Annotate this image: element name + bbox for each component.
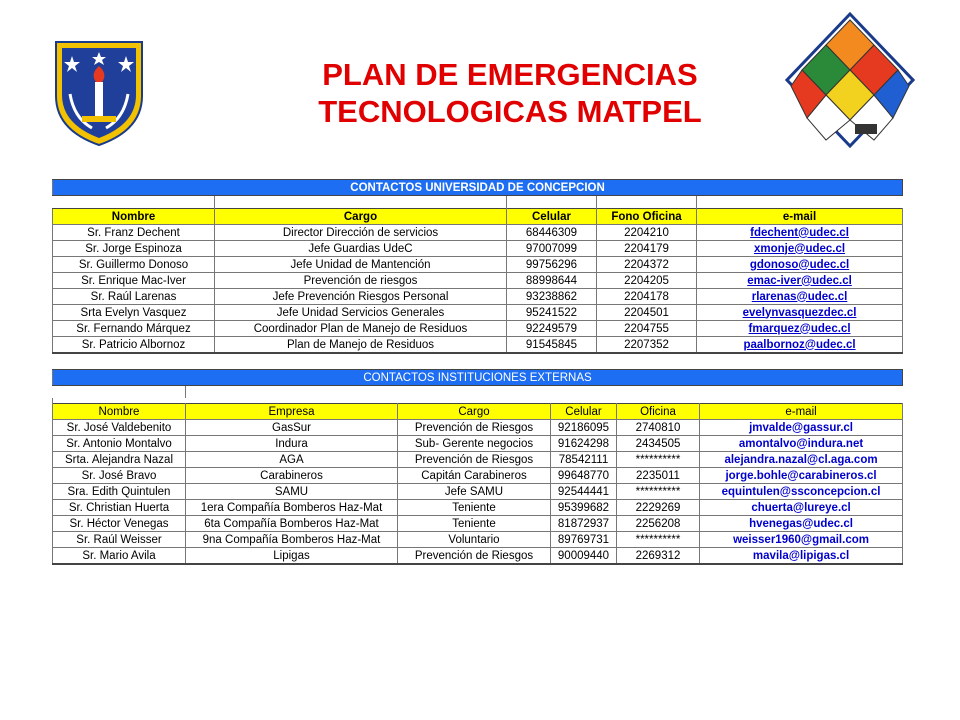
cell-cargo: Jefe Unidad de Mantención [215, 257, 507, 273]
cell-oficina: ********** [617, 484, 700, 500]
cell-celular: 92186095 [551, 420, 617, 436]
udec-banner: CONTACTOS UNIVERSIDAD DE CONCEPCION [53, 180, 903, 196]
col-header-cargo: Cargo [215, 209, 507, 225]
cell-cargo: Plan de Manejo de Residuos [215, 337, 507, 354]
email-link[interactable]: emac-iver@udec.cl [697, 273, 903, 289]
cell-empresa: 6ta Compañía Bomberos Haz-Mat [186, 516, 398, 532]
email-link[interactable]: alejandra.nazal@cl.aga.com [700, 452, 903, 468]
table-row [53, 436, 903, 452]
cell-empresa: Carabineros [186, 468, 398, 484]
email-link[interactable]: jmvalde@gassur.cl [700, 420, 903, 436]
email-link[interactable]: xmonje@udec.cl [697, 241, 903, 257]
cell-fono-oficina: 2204179 [597, 241, 697, 257]
udec-contacts-table [52, 179, 903, 354]
table-row [53, 225, 903, 241]
udec-gap-row [53, 196, 903, 209]
email-link[interactable]: fdechent@udec.cl [697, 225, 903, 241]
cell-nombre: Sr. Raúl Weisser [53, 532, 186, 548]
email-link[interactable]: jorge.bohle@carabineros.cl [700, 468, 903, 484]
university-shield-icon [52, 38, 146, 148]
cell-celular: 97007099 [507, 241, 597, 257]
cell-celular: 89769731 [551, 532, 617, 548]
cell-nombre: Srta Evelyn Vasquez [53, 305, 215, 321]
cell-celular: 95399682 [551, 500, 617, 516]
cell-nombre: Sr. Christian Huerta [53, 500, 186, 516]
col-header-nombre: Nombre [53, 209, 215, 225]
cell-celular: 99756296 [507, 257, 597, 273]
cell-nombre: Sr. Jorge Espinoza [53, 241, 215, 257]
table-row [53, 548, 903, 565]
cell-cargo: Prevención de Riesgos [398, 548, 551, 565]
cell-empresa: SAMU [186, 484, 398, 500]
email-link[interactable]: rlarenas@udec.cl [697, 289, 903, 305]
col-header-nombre: Nombre [53, 404, 186, 420]
cell-nombre: Sra. Edith Quintulen [53, 484, 186, 500]
cell-empresa: GasSur [186, 420, 398, 436]
cell-empresa: 9na Compañía Bomberos Haz-Mat [186, 532, 398, 548]
cell-oficina: 2256208 [617, 516, 700, 532]
cell-cargo: Teniente [398, 500, 551, 516]
col-header-fono-oficina: Fono Oficina [597, 209, 697, 225]
cell-fono-oficina: 2204372 [597, 257, 697, 273]
title-line-1: PLAN DE EMERGENCIAS [322, 57, 698, 92]
cell-oficina: 2434505 [617, 436, 700, 452]
cell-oficina: 2235011 [617, 468, 700, 484]
table-row [53, 257, 903, 273]
cell-nombre: Srta. Alejandra Nazal [53, 452, 186, 468]
cell-cargo: Prevención de Riesgos [398, 420, 551, 436]
table-row [53, 337, 903, 354]
table-row [53, 500, 903, 516]
externas-contacts-table [52, 369, 903, 565]
cell-cargo: Sub- Gerente negocios [398, 436, 551, 452]
cell-cargo: Jefe Guardias UdeC [215, 241, 507, 257]
email-link[interactable]: equintulen@ssconcepcion.cl [700, 484, 903, 500]
email-link[interactable]: evelynvasquezdec.cl [697, 305, 903, 321]
cell-cargo: Jefe Prevención Riesgos Personal [215, 289, 507, 305]
cell-oficina: ********** [617, 532, 700, 548]
cell-fono-oficina: 2204501 [597, 305, 697, 321]
cell-cargo: Teniente [398, 516, 551, 532]
cell-nombre: Sr. Patricio Albornoz [53, 337, 215, 354]
col-header-empresa: Empresa [186, 404, 398, 420]
col-header-email: e-mail [700, 404, 903, 420]
cell-cargo: Prevención de riesgos [215, 273, 507, 289]
col-header-email: e-mail [697, 209, 903, 225]
table-row [53, 289, 903, 305]
table-row [53, 532, 903, 548]
cell-nombre: Sr. Héctor Venegas [53, 516, 186, 532]
cell-nombre: Sr. Mario Avila [53, 548, 186, 565]
cell-cargo: Prevención de Riesgos [398, 452, 551, 468]
cell-nombre: Sr. José Bravo [53, 468, 186, 484]
cell-celular: 81872937 [551, 516, 617, 532]
cell-cargo: Capitán Carabineros [398, 468, 551, 484]
cell-celular: 93238862 [507, 289, 597, 305]
table-row [53, 452, 903, 468]
cell-nombre: Sr. José Valdebenito [53, 420, 186, 436]
externas-header-row [53, 404, 903, 420]
cell-fono-oficina: 2204205 [597, 273, 697, 289]
table-row [53, 484, 903, 500]
cell-nombre: Sr. Guillermo Donoso [53, 257, 215, 273]
cell-nombre: Sr. Raúl Larenas [53, 289, 215, 305]
table-row [53, 321, 903, 337]
cell-celular: 95241522 [507, 305, 597, 321]
title-line-2: TECNOLOGICAS MATPEL [318, 94, 702, 129]
cell-fono-oficina: 2204755 [597, 321, 697, 337]
email-link[interactable]: amontalvo@indura.net [700, 436, 903, 452]
cell-celular: 91624298 [551, 436, 617, 452]
cell-celular: 92544441 [551, 484, 617, 500]
cell-celular: 99648770 [551, 468, 617, 484]
cell-celular: 92249579 [507, 321, 597, 337]
email-link[interactable]: fmarquez@udec.cl [697, 321, 903, 337]
col-header-celular: Celular [507, 209, 597, 225]
table-row [53, 516, 903, 532]
cell-cargo: Director Dirección de servicios [215, 225, 507, 241]
email-link[interactable]: chuerta@lureye.cl [700, 500, 903, 516]
cell-cargo: Jefe Unidad Servicios Generales [215, 305, 507, 321]
cell-celular: 91545845 [507, 337, 597, 354]
cell-fono-oficina: 2204178 [597, 289, 697, 305]
page-title [240, 56, 780, 130]
email-link[interactable]: gdonoso@udec.cl [697, 257, 903, 273]
cell-nombre: Sr. Franz Dechent [53, 225, 215, 241]
cell-fono-oficina: 2207352 [597, 337, 697, 354]
cell-nombre: Sr. Fernando Márquez [53, 321, 215, 337]
cell-oficina: 2740810 [617, 420, 700, 436]
cell-cargo: Jefe SAMU [398, 484, 551, 500]
hazmat-placards-icon [785, 12, 915, 148]
cell-celular: 90009440 [551, 548, 617, 565]
cell-cargo: Coordinador Plan de Manejo de Residuos [215, 321, 507, 337]
externas-banner: CONTACTOS INSTITUCIONES EXTERNAS [53, 370, 903, 386]
cell-celular: 78542111 [551, 452, 617, 468]
externas-banner-row [53, 370, 903, 386]
col-header-oficina: Oficina [617, 404, 700, 420]
email-link[interactable]: paalbornoz@udec.cl [697, 337, 903, 354]
table-row [53, 468, 903, 484]
email-link[interactable]: mavila@lipigas.cl [700, 548, 903, 565]
udec-banner-row [53, 180, 903, 196]
email-link[interactable]: hvenegas@udec.cl [700, 516, 903, 532]
table-row [53, 241, 903, 257]
cell-fono-oficina: 2204210 [597, 225, 697, 241]
cell-nombre: Sr. Enrique Mac-Iver [53, 273, 215, 289]
cell-oficina: 2269312 [617, 548, 700, 565]
cell-nombre: Sr. Antonio Montalvo [53, 436, 186, 452]
udec-header-row [53, 209, 903, 225]
cell-empresa: 1era Compañía Bomberos Haz-Mat [186, 500, 398, 516]
cell-celular: 88998644 [507, 273, 597, 289]
col-header-celular: Celular [551, 404, 617, 420]
cell-celular: 68446309 [507, 225, 597, 241]
cell-empresa: Indura [186, 436, 398, 452]
cell-empresa: AGA [186, 452, 398, 468]
cell-oficina: 2229269 [617, 500, 700, 516]
cell-oficina: ********** [617, 452, 700, 468]
cell-cargo: Voluntario [398, 532, 551, 548]
table-row [53, 420, 903, 436]
table-row [53, 305, 903, 321]
email-link[interactable]: weisser1960@gmail.com [700, 532, 903, 548]
cell-empresa: Lipigas [186, 548, 398, 565]
table-row [53, 273, 903, 289]
col-header-cargo: Cargo [398, 404, 551, 420]
externas-gap-row [53, 386, 903, 399]
